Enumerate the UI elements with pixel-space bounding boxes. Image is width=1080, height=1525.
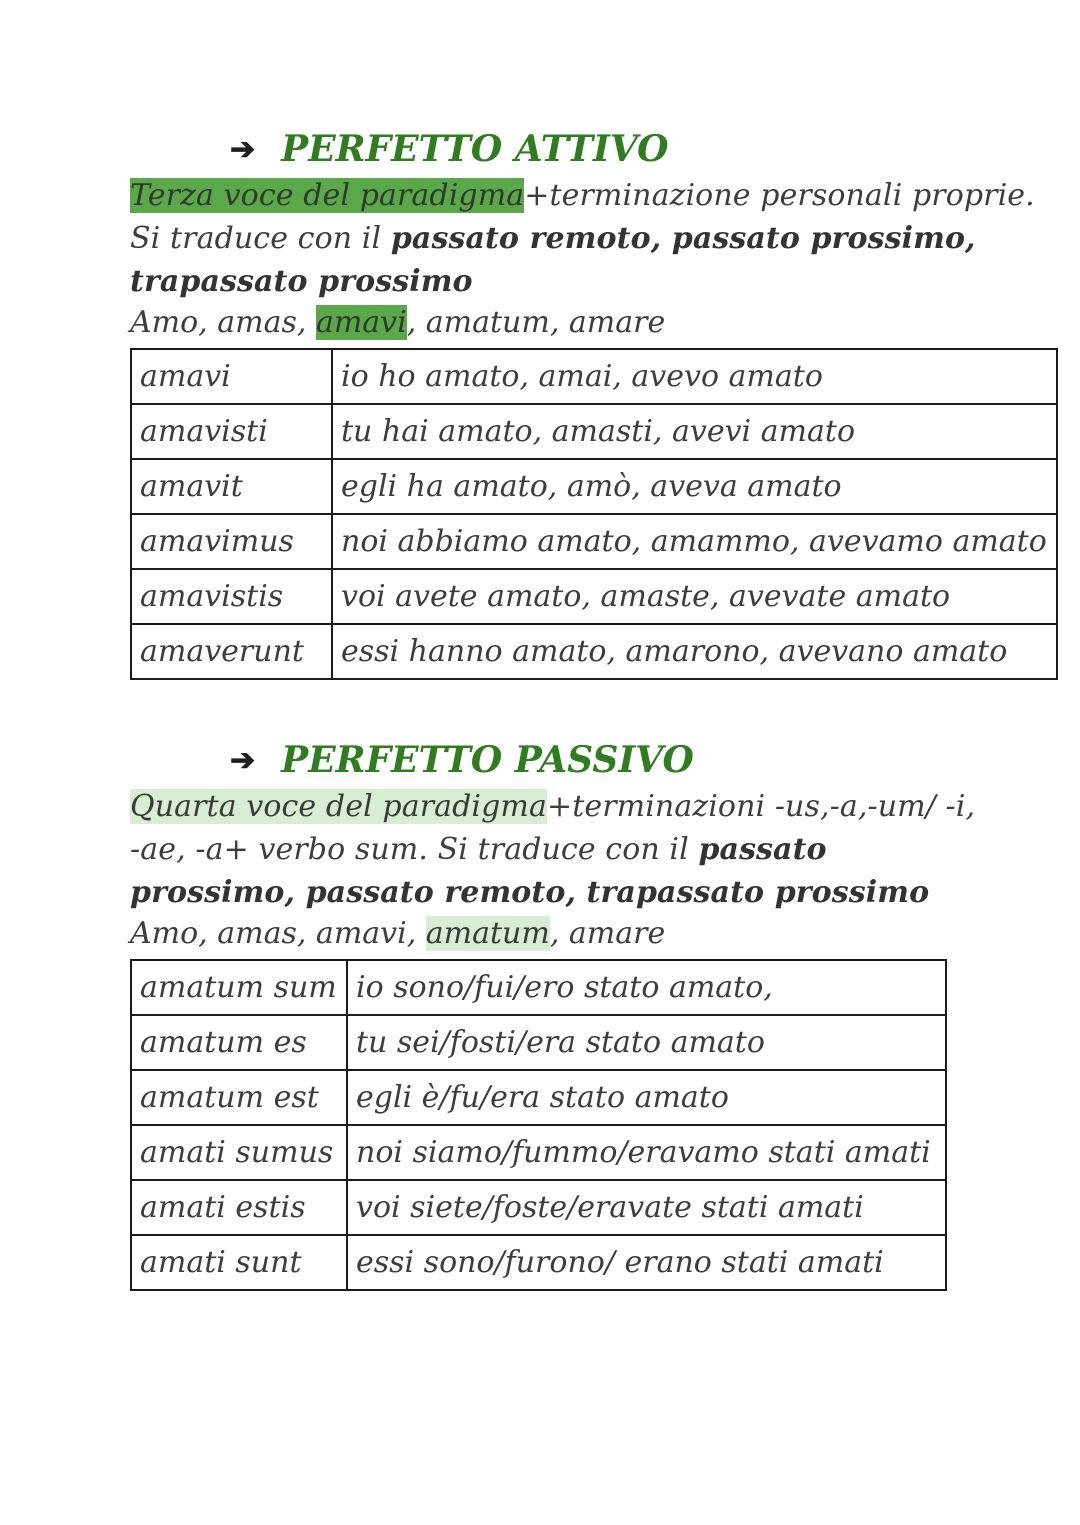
italian-translation: voi avete amato, amaste, avevate amato — [332, 569, 1057, 624]
italian-translation: noi siamo/fummo/eravamo stati amati — [347, 1125, 946, 1180]
latin-form: amavistis — [131, 569, 332, 624]
latin-form: amati sumus — [131, 1125, 347, 1180]
highlight-paradigm-voice: Terza voce del paradigma — [130, 178, 525, 213]
italian-translation: io sono/fui/ero stato amato, — [347, 960, 946, 1015]
italian-translation: essi sono/furono/ erano stati amati — [347, 1235, 946, 1290]
latin-form: amati sunt — [131, 1235, 347, 1290]
italian-translation: io ho amato, amai, avevo amato — [332, 349, 1057, 404]
italian-translation: tu sei/fosti/era stato amato — [347, 1015, 946, 1070]
latin-form: amavit — [131, 459, 332, 514]
latin-form: amavisti — [131, 404, 332, 459]
latin-form: amati estis — [131, 1180, 347, 1235]
table-row — [131, 1235, 946, 1290]
italian-translation: tu hai amato, amasti, avevi amato — [332, 404, 1057, 459]
table-row — [131, 624, 1057, 679]
table-row — [131, 569, 1057, 624]
table-row — [131, 1015, 946, 1070]
paradigm-before: Amo, amas, — [130, 305, 316, 340]
description-attivo — [130, 174, 1070, 303]
latin-form: amavi — [131, 349, 332, 404]
paradigm-attivo — [130, 305, 665, 340]
paradigm-highlight: amavi — [315, 305, 407, 340]
latin-form: amatum sum — [131, 960, 347, 1015]
table-row — [131, 349, 1057, 404]
paradigm-highlight: amatum — [425, 916, 550, 951]
conjugation-table-attivo — [130, 348, 1058, 680]
highlight-paradigm-voice: Quarta voce del paradigma — [130, 789, 547, 824]
table-row — [131, 1070, 946, 1125]
italian-translation: voi siete/foste/eravate stati amati — [347, 1180, 946, 1235]
table-row — [131, 404, 1057, 459]
heading-title: PERFETTO PASSIVO — [281, 739, 694, 781]
description-bold: passato prossimo, passato remoto, trapassato prossimo — [130, 832, 930, 910]
table-row — [131, 1180, 946, 1235]
table-row — [131, 514, 1057, 569]
heading-title: PERFETTO ATTIVO — [281, 128, 669, 170]
italian-translation: egli è/fu/era stato amato — [347, 1070, 946, 1125]
latin-form: amatum est — [131, 1070, 347, 1125]
conjugation-table-passivo — [130, 959, 947, 1291]
paradigm-before: Amo, amas, amavi, — [130, 916, 426, 951]
description-text: +terminazione personali proprie. Si traduce con il — [130, 178, 1035, 256]
description-passivo — [130, 785, 980, 914]
description-bold: passato remoto, passato prossimo, trapassato prossimo — [130, 221, 976, 299]
paradigm-passivo — [130, 916, 665, 951]
description-text: +terminazioni -us,-a,-um/ -i, -ae, -a+ verbo sum. Si traduce con il — [130, 789, 976, 867]
table-row — [131, 1125, 946, 1180]
latin-form: amatum es — [131, 1015, 347, 1070]
heading-perfetto-attivo — [230, 128, 669, 170]
latin-form: amaverunt — [131, 624, 332, 679]
table-row — [131, 960, 946, 1015]
heading-perfetto-passivo — [230, 739, 694, 781]
arrow-right-icon: ➔ — [230, 132, 256, 167]
paradigm-after: , amatum, amare — [406, 305, 666, 340]
arrow-right-icon: ➔ — [230, 743, 256, 778]
italian-translation: noi abbiamo amato, amammo, avevamo amato — [332, 514, 1057, 569]
paradigm-after: , amare — [549, 916, 666, 951]
table-row — [131, 459, 1057, 514]
italian-translation: essi hanno amato, amarono, avevano amato — [332, 624, 1057, 679]
italian-translation: egli ha amato, amò, aveva amato — [332, 459, 1057, 514]
latin-form: amavimus — [131, 514, 332, 569]
